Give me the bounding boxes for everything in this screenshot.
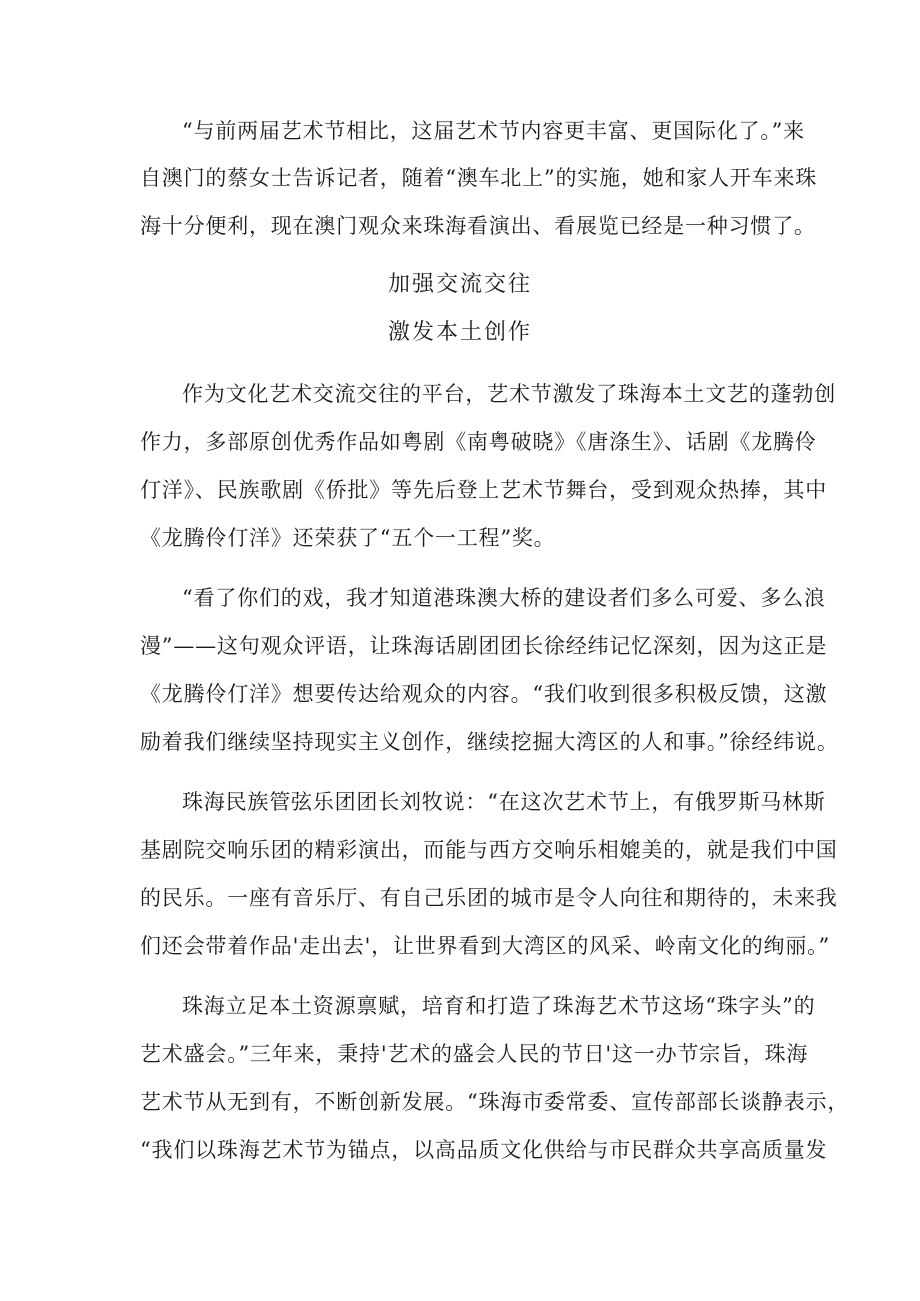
text-line: 艺术盛会。”三年来，秉持'艺术的盛会人民的节日'这一办节宗旨，珠海 <box>140 1042 809 1066</box>
section-heading-line-2: 激发本土创作 <box>387 320 532 345</box>
text-line: 励着我们继续坚持现实主义创作，继续挖掘大湾区的人和事。”徐经纬说。 <box>140 730 839 754</box>
text-line: 们还会带着作品'走出去'，让世界看到大湾区的风采、岭南文化的绚丽。” <box>140 934 830 958</box>
text-line: 珠海立足本土资源禀赋，培育和打造了珠海艺术节这场“珠字头”的 <box>182 994 816 1018</box>
text-line: 《龙腾伶仃洋》想要传达给观众的内容。“我们收到很多积极反馈，这激 <box>140 682 828 706</box>
section-heading-line-1: 加强交流交往 <box>387 272 532 297</box>
text-line: 珠海民族管弦乐团团长刘牧说：“在这次艺术节上，有俄罗斯马林斯 <box>182 790 826 814</box>
text-line: 艺术节从无到有，不断创新发展。“珠海市委常委、宣传部部长谈静表示， <box>140 1090 850 1114</box>
text-line: 海十分便利，现在澳门观众来珠海看演出、看展览已经是一种习惯了。 <box>140 214 816 238</box>
text-line: “看了你们的戏，我才知道港珠澳大桥的建设者们多么可爱、多么浪 <box>182 586 826 610</box>
text-line: 自澳门的蔡女士告诉记者，随着“澳车北上”的实施，她和家人开车来珠 <box>140 166 818 190</box>
text-line: 作力，多部原创优秀作品如粤剧《南粤破晓》《唐涤生》、话剧《龙腾伶 <box>140 430 817 454</box>
text-line: “与前两届艺术节相比，这届艺术节内容更丰富、更国际化了。”来 <box>182 119 805 143</box>
text-line: 基剧院交响乐团的精彩演出，而能与西方交响乐相媲美的，就是我们中国 <box>140 838 838 862</box>
text-line: 作为文化艺术交流交往的平台，艺术节激发了珠海本土文艺的蓬勃创 <box>182 382 836 406</box>
text-line: 的民乐。一座有音乐厅、有自己乐团的城市是令人向往和期待的，未来我 <box>140 886 838 910</box>
text-line: 仃洋》、民族歌剧《侨批》等先后登上艺术节舞台，受到观众热捧，其中 <box>140 478 828 502</box>
text-line: “我们以珠海艺术节为锚点，以高品质文化供给与市民群众共享高质量发 <box>140 1138 828 1162</box>
text-line: 漫”——这句观众评语，让珠海话剧团团长徐经纬记忆深刻，因为这正是 <box>140 634 828 658</box>
text-line: 《龙腾伶仃洋》还荣获了“五个一工程”奖。 <box>140 526 556 550</box>
